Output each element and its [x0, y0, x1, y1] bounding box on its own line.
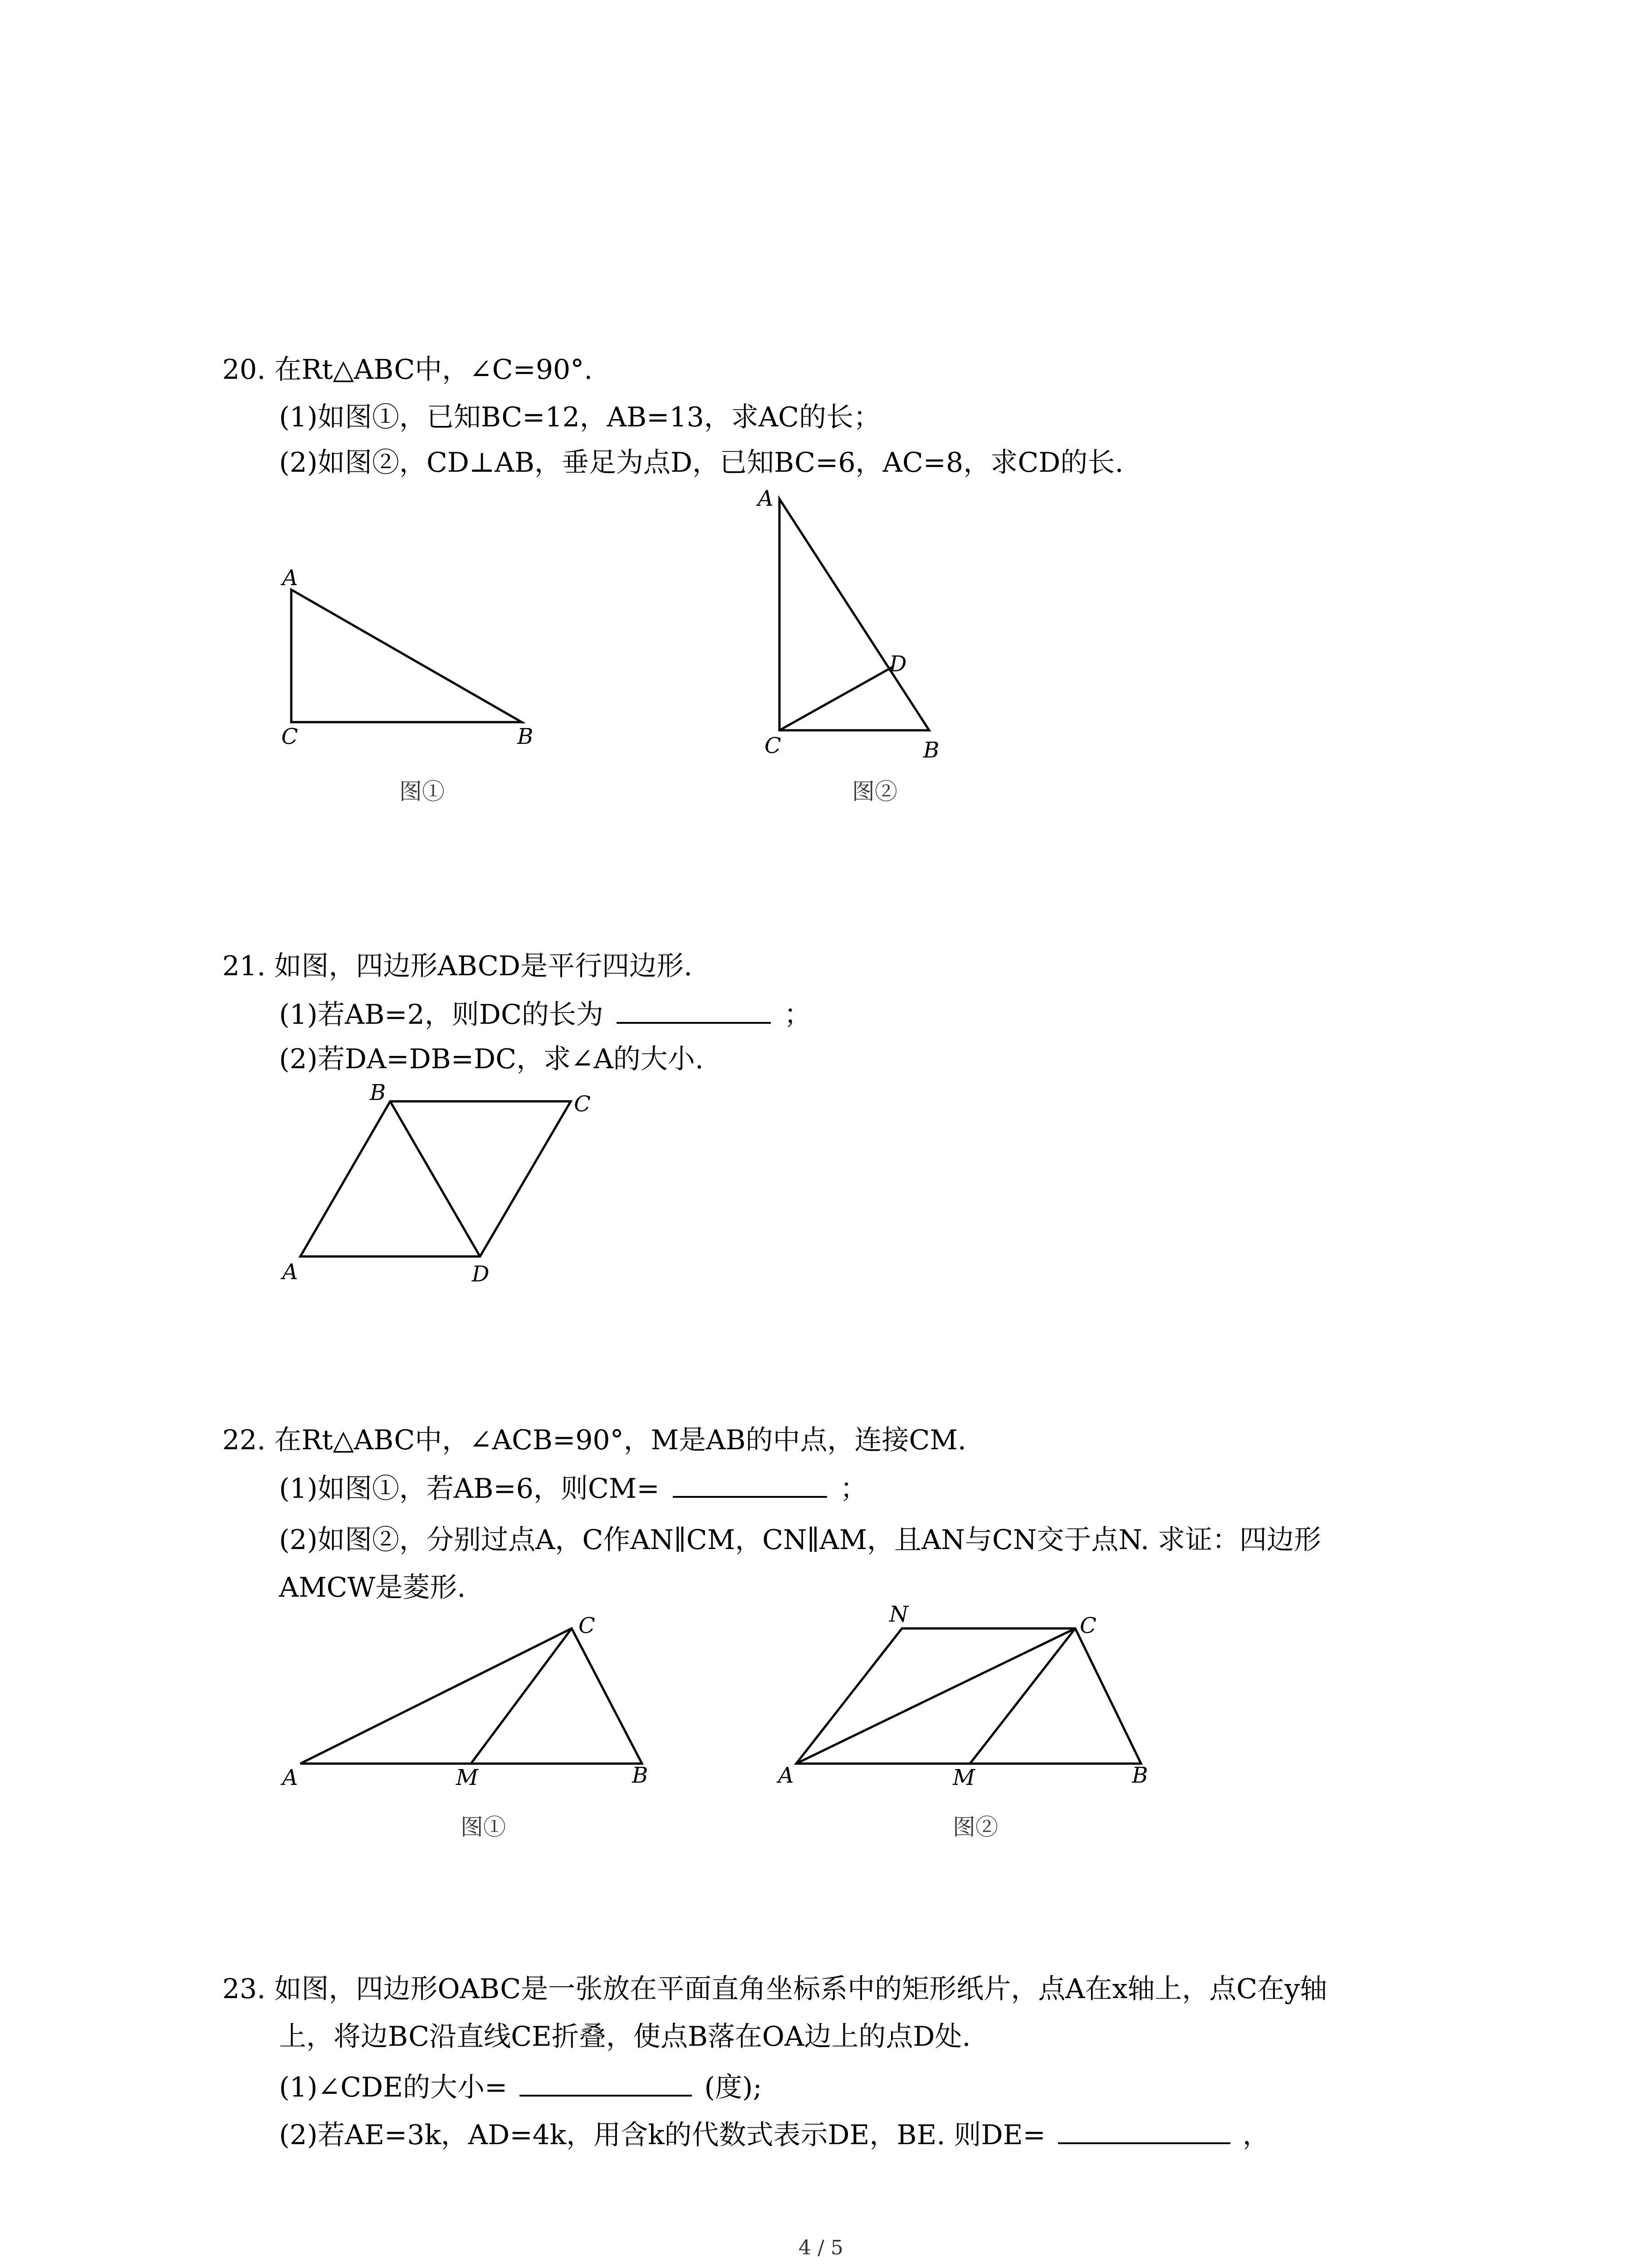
q20-fig2-caption: 图②: [852, 778, 897, 805]
q20-fig1-caption: 图①: [399, 778, 445, 805]
q22-part1-text: (1)如图①，若AB=6，则CM=: [279, 1473, 660, 1505]
label-n: N: [889, 1602, 908, 1627]
label-a: A: [282, 1765, 298, 1790]
label-d: D: [889, 651, 907, 677]
q23-part1-end: (度);: [704, 2072, 762, 2103]
q21-title: 21. 如图，四边形ABCD是平行四边形.: [222, 950, 693, 982]
q23-line2: 上，将边BC沿直线CE折叠，使点B落在OA边上的点D处.: [279, 2021, 971, 2053]
segment-ac: [796, 1628, 1075, 1764]
answer-blank[interactable]: [519, 2068, 692, 2097]
q23-part2: [279, 2116, 1270, 2153]
label-b: B: [1132, 1763, 1148, 1788]
label-b: B: [370, 1080, 386, 1105]
q21-part1-text: (1)若AB=2，则DC的长为: [279, 999, 603, 1031]
quadrilateral-anc-b: [796, 1628, 1141, 1764]
q23-part1: [279, 2068, 762, 2106]
q22-fig1-caption: 图①: [460, 1814, 506, 1840]
q20-part1: (1)如图①，已知BC=12，AB=13，求AC的长；: [279, 401, 881, 433]
q23-part1-text: (1)∠CDE的大小=: [279, 2072, 508, 2103]
label-a: A: [282, 1259, 298, 1285]
label-a: A: [758, 486, 774, 511]
label-b: B: [632, 1763, 648, 1788]
label-m: M: [456, 1765, 479, 1790]
q22-title: 22. 在Rt△ABC中，∠ACB=90°，M是AB的中点，连接CM.: [222, 1424, 966, 1456]
q22-part1-end: ；: [840, 1473, 867, 1505]
q23-part2-text: (2)若AE=3k，AD=4k，用含k的代数式表示DE，BE. 则DE=: [279, 2119, 1046, 2151]
q22-part2-line2: AMCW是菱形.: [279, 1572, 466, 1603]
label-a: A: [282, 565, 298, 591]
label-c: C: [574, 1091, 591, 1117]
label-m: M: [953, 1765, 975, 1790]
label-a: A: [778, 1763, 794, 1788]
label-b: B: [517, 724, 534, 749]
segment-cm: [970, 1628, 1075, 1764]
label-d: D: [472, 1261, 490, 1287]
q21-part2: (2)若DA=DB=DC，求∠A的大小.: [279, 1043, 704, 1075]
answer-blank[interactable]: [1058, 2116, 1230, 2144]
q23-part2-end: ，: [1242, 2119, 1270, 2151]
q22-part2-line1: (2)如图②，分别过点A，C作AN∥CM，CN∥AM，且AN与CN交于点N. 求证：四边形: [279, 1524, 1322, 1556]
label-c: C: [578, 1613, 595, 1638]
q22-fig2-caption: 图②: [953, 1814, 998, 1840]
q20-part2: (2)如图②，CD⊥AB，垂足为点D，已知BC=6，AC=8，求CD的长.: [279, 447, 1124, 479]
q20-title: 20. 在Rt△ABC中，∠C=90°.: [222, 354, 593, 386]
q21-part1-end: ；: [784, 999, 812, 1031]
q23-title: 23. 如图，四边形OABC是一张放在平面直角坐标系中的矩形纸片，点A在x轴上，点C在y轴: [222, 1973, 1327, 2005]
label-c: C: [764, 733, 781, 758]
page-number: 4 / 5: [798, 2236, 843, 2259]
label-b: B: [923, 738, 940, 763]
label-c: C: [1080, 1613, 1097, 1638]
label-c: C: [281, 724, 298, 749]
